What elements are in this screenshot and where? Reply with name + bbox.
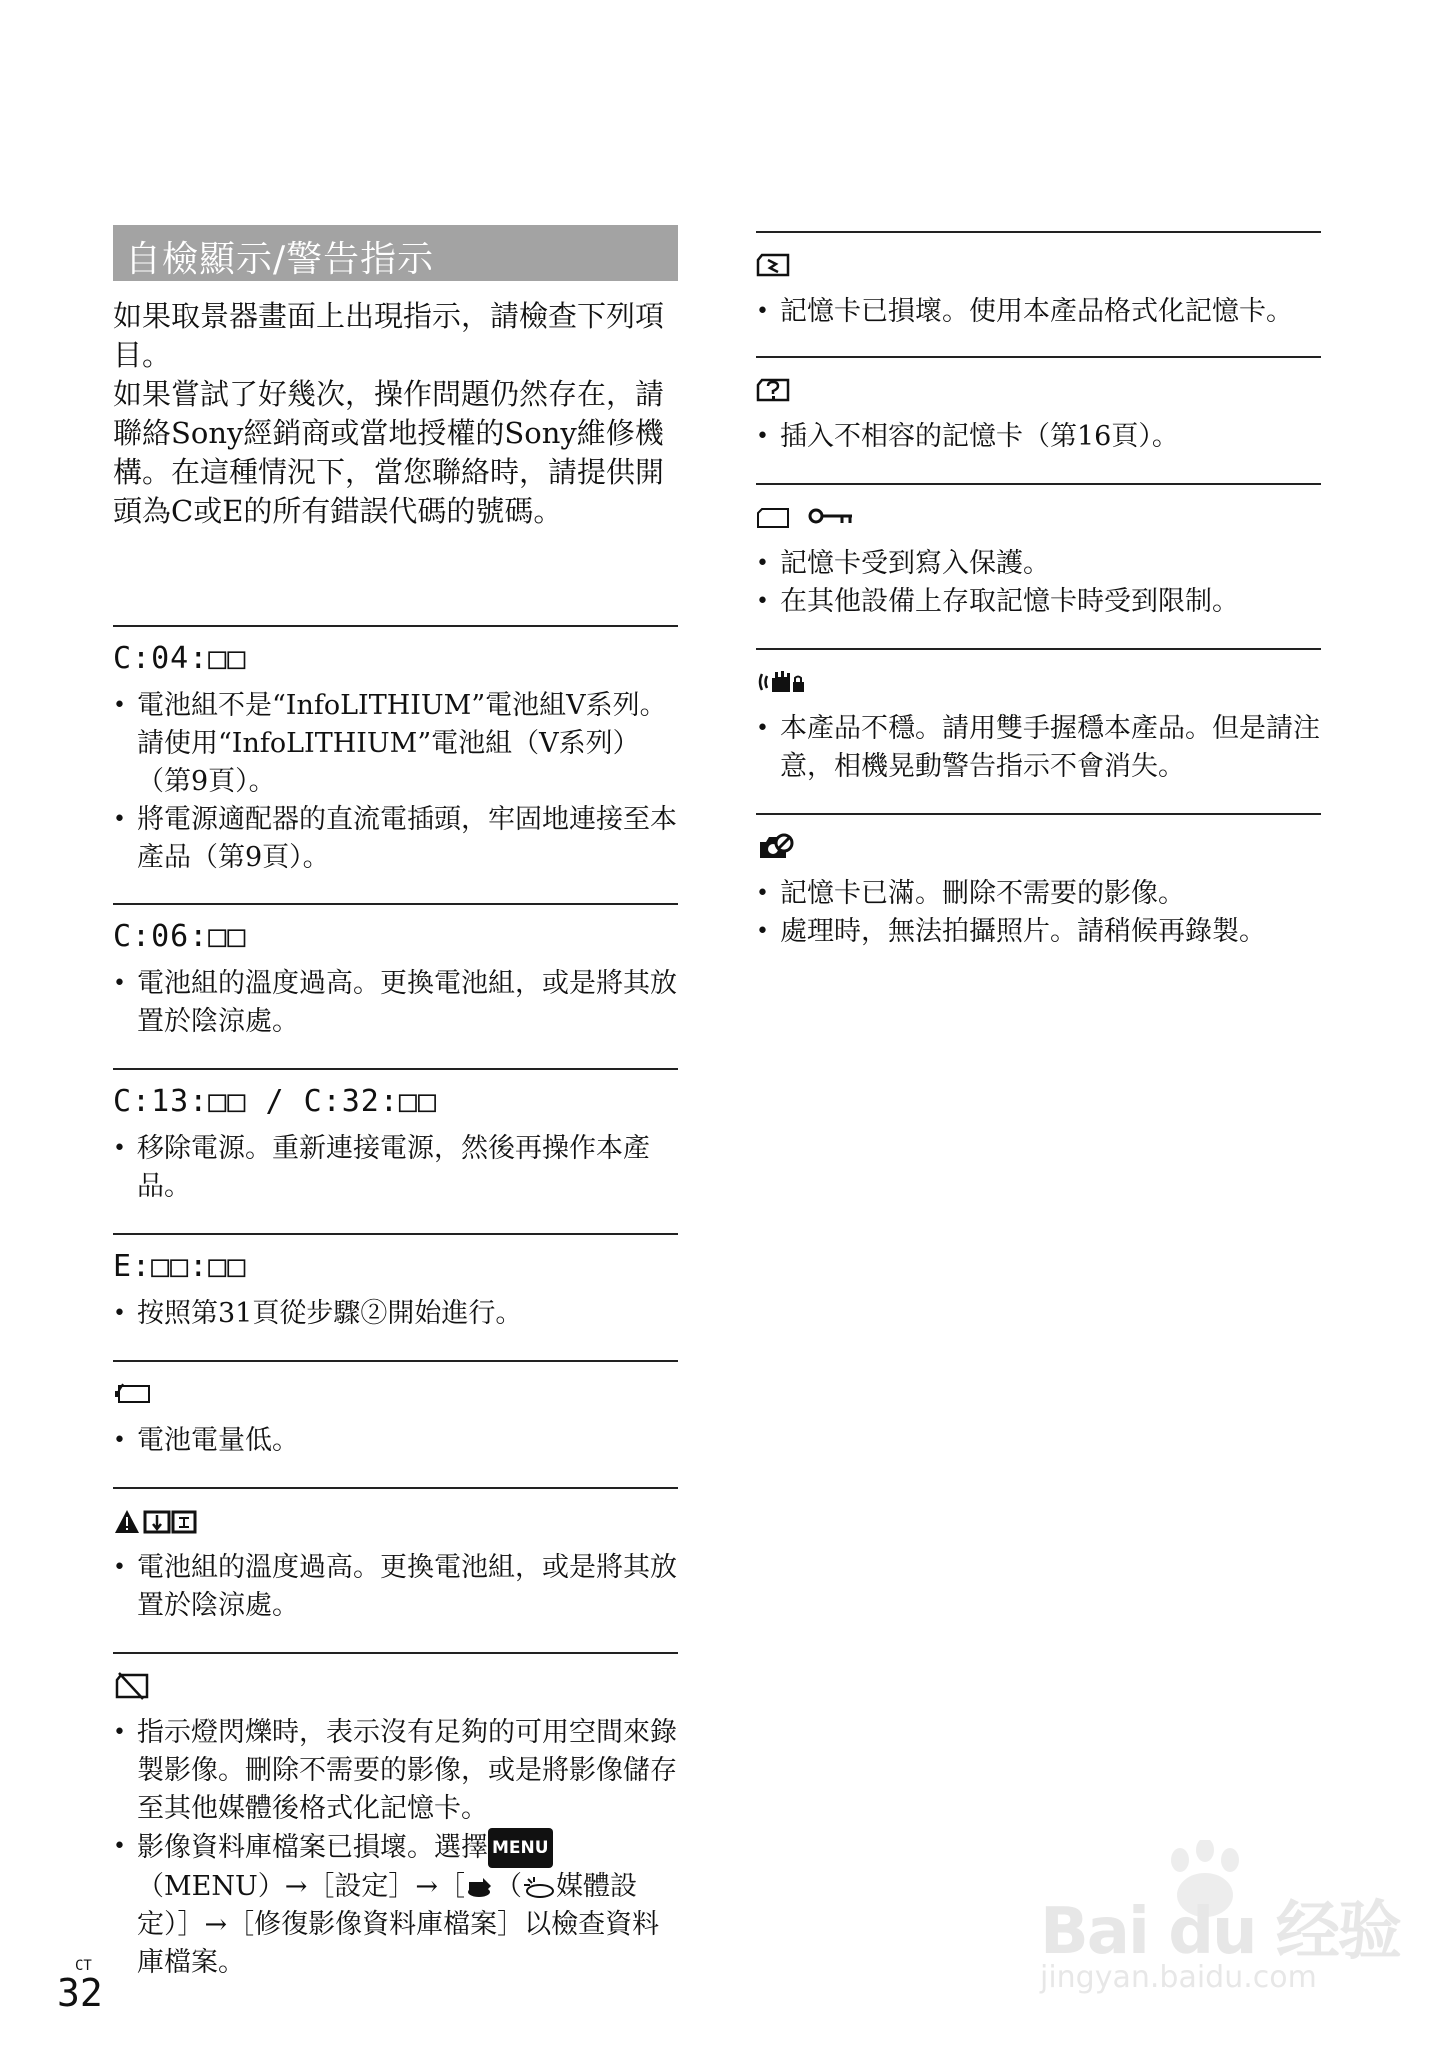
list-item: • 電池組的溫度過高。更換電池組，或是將其放置於陰涼處。	[113, 1549, 678, 1625]
item-list	[113, 1714, 678, 1982]
item-list	[113, 1422, 678, 1460]
list-item: • 記憶卡已損壞。使用本產品格式化記憶卡。	[756, 293, 1321, 331]
camera-shake-warning-icon	[756, 668, 808, 696]
battery-temperature-warning-icon	[113, 1506, 199, 1536]
section-title: 自檢顯示/警告指示	[125, 239, 435, 280]
memory-full-icon	[756, 832, 796, 862]
warning-section-damaged-card	[756, 231, 1321, 331]
list-item: • 電池組不是“InfoLITHIUM”電池組V系列。請使用“InfoLITHIUM”電池組（V系列）（第9頁）。	[113, 687, 678, 801]
watermark-url: jingyan.baidu.com	[1040, 1960, 1317, 1995]
item-list	[756, 710, 1321, 786]
list-item: • 將電源適配器的直流電插頭，牢固地連接至本產品（第9頁）。	[113, 801, 678, 877]
error-section-c04	[113, 625, 678, 877]
warning-section-write-protected	[756, 483, 1321, 621]
list-item: • 記憶卡受到寫入保護。	[756, 545, 1321, 583]
item-list	[756, 293, 1321, 331]
item-text: 媒體設定）］→［修復影像資料庫檔案］以檢查資料庫檔案。	[137, 1871, 660, 1978]
warning-section-battery-temperature	[113, 1487, 678, 1625]
warning-section-incompatible-card	[756, 356, 1321, 456]
warning-section-camera-shake	[756, 648, 1321, 786]
list-item: • 電池電量低。	[113, 1422, 678, 1460]
list-item: • 本產品不穩。請用雙手握穩本產品。但是請注意，相機晃動警告指示不會消失。	[756, 710, 1321, 786]
incompatible-memory-card-icon	[756, 377, 792, 403]
media-settings-icon	[465, 1876, 495, 1898]
item-list	[756, 545, 1321, 621]
list-item	[113, 1828, 678, 1982]
write-protected-card-icon	[756, 504, 792, 530]
intro-text	[113, 297, 678, 531]
item-text: （	[494, 1871, 522, 1902]
item-list	[113, 1549, 678, 1625]
damaged-memory-card-icon	[756, 252, 792, 278]
error-section-e	[113, 1233, 678, 1333]
watermark-brand: Bai du 经验	[1040, 1895, 1400, 1969]
intro-paragraph-2: 如果嘗試了好幾次，操作問題仍然存在，請聯絡Sony經銷商或當地授權的Sony維修機構。在這種情況下，當您聯絡時，請提供開頭為C或E的所有錯誤代碼的號碼。	[113, 377, 665, 528]
key-icon	[808, 507, 854, 527]
menu-button-icon: MENU	[488, 1828, 553, 1868]
item-list	[113, 1295, 678, 1333]
list-item: • 指示燈閃爍時，表示沒有足夠的可用空間來錄製影像。刪除不需要的影像，或是將影像儲存至其他媒體後格式化記憶卡。	[113, 1714, 678, 1828]
page-number-value: 32	[57, 1971, 103, 2015]
item-list	[113, 687, 678, 877]
section-header	[113, 225, 678, 281]
item-list	[756, 418, 1321, 456]
intro-paragraph-1: 如果取景器畫面上出現指示，請檢查下列項目。	[113, 299, 665, 372]
item-list	[113, 965, 678, 1041]
list-item: • 插入不相容的記憶卡（第16頁）。	[756, 418, 1321, 456]
page-number	[57, 1958, 103, 2015]
error-section-c06	[113, 903, 678, 1041]
error-code: C:06:□□	[113, 919, 247, 954]
item-text: （MENU）→［設定］→［	[137, 1871, 465, 1902]
list-item: • 移除電源。重新連接電源，然後再操作本產品。	[113, 1130, 678, 1206]
language-code: CT	[75, 1958, 92, 1974]
no-memory-card-space-icon	[113, 1671, 153, 1701]
error-code: C:04:□□	[113, 641, 247, 676]
list-item: • 按照第31頁從步驟②開始進行。	[113, 1295, 678, 1333]
low-battery-icon	[113, 1382, 153, 1406]
media-settings-small-icon	[522, 1875, 556, 1899]
list-item: • 處理時，無法拍攝照片。請稍候再錄製。	[756, 913, 1321, 951]
error-code: C:13:□□ / C:32:□□	[113, 1084, 438, 1119]
list-item: • 在其他設備上存取記憶卡時受到限制。	[756, 583, 1321, 621]
warning-section-low-battery	[113, 1360, 678, 1460]
error-code: E:□□:□□	[113, 1249, 247, 1284]
item-text: 影像資料庫檔案已損壞。選擇	[137, 1832, 488, 1863]
list-item: • 電池組的溫度過高。更換電池組，或是將其放置於陰涼處。	[113, 965, 678, 1041]
baidu-watermark	[1020, 1840, 1400, 2040]
list-item: • 記憶卡已滿。刪除不需要的影像。	[756, 875, 1321, 913]
item-list	[113, 1130, 678, 1206]
error-section-c13-c32	[113, 1068, 678, 1206]
item-list	[756, 875, 1321, 951]
warning-section-memory-full	[756, 813, 1321, 951]
warning-section-no-space	[113, 1652, 678, 1982]
